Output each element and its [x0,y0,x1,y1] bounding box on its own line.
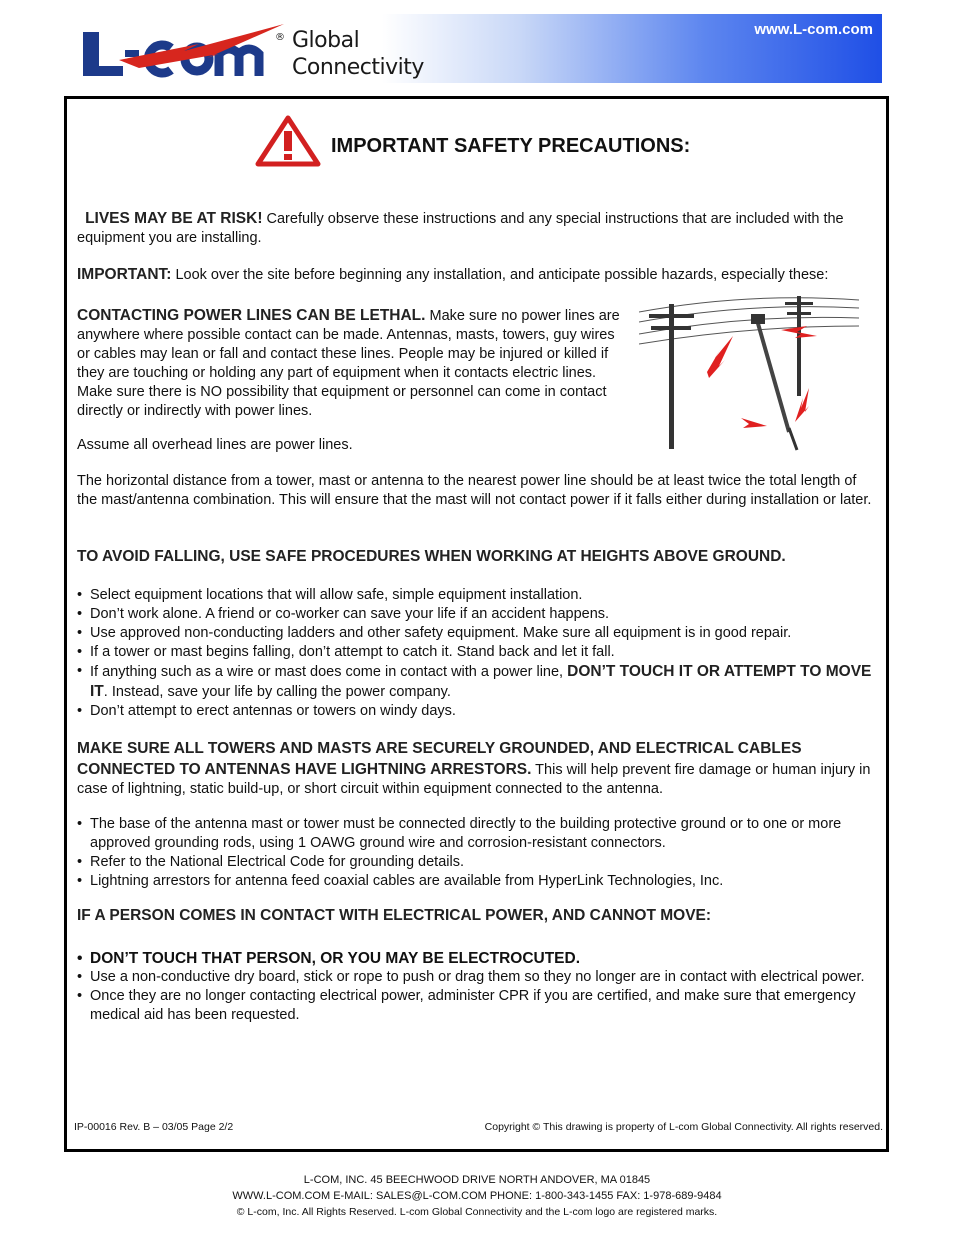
power-lines-lead: CONTACTING POWER LINES CAN BE LETHAL. [77,307,426,324]
list-item-text: If anything such as a wire or mast does come in contact with a power line, [90,664,568,680]
intro-lead: LIVES MAY BE AT RISK! [85,210,263,227]
footer-contact: WWW.L-COM.COM E-MAIL: SALES@L-COM.COM PHONE: 1-800-343-1455 FAX: 1-978-689-9484 [232,1190,722,1202]
assume-paragraph: Assume all overhead lines are power lines. [77,437,353,453]
l-com-logo [79,18,424,82]
page-title: IMPORTANT SAFETY PRECAUTIONS: [331,135,691,157]
falling-heading: TO AVOID FALLING, USE SAFE PROCEDURES WHEN WORKING AT HEIGHTS ABOVE GROUND. [77,548,786,565]
contact-heading: IF A PERSON COMES IN CONTACT WITH ELECTRICAL POWER, AND CANNOT MOVE: [77,907,712,924]
page-header [75,14,882,83]
list-item: • The base of the antenna mast or tower must be connected directly to the building protective ground or to one or more approved grounding rods, using 1 OAWG ground wire and corrosion-resistant connectors. [77,815,877,853]
list-item-bold: DON’T TOUCH IT OR ATTEMPT TO MOVE IT [90,663,872,700]
intro-text: Carefully observe these instructions and any special instructions that are included with the equipment you are installing. [77,211,844,246]
list-item: • Use approved non-conducting ladders and other safety equipment. Make sure all equipment is in good repair. [77,624,887,643]
list-item: • Lightning arrestors for antenna feed coaxial cables are available from HyperLink Technologies, Inc. [77,872,877,891]
important-lead: IMPORTANT: [77,266,172,283]
list-item: • Use a non-conductive dry board, stick or rope to push or drag them so they no longer are in contact with electrical power. [77,968,877,987]
registered-mark: ® [275,32,285,43]
l-com-logo-mark [79,18,294,82]
logo-text-global: Global [292,28,360,53]
power-line-hazard-illustration [639,292,869,452]
list-item: • If a tower or mast begins falling, don’t attempt to catch it. Stand back and let it fall. [77,643,887,662]
important-text: Look over the site before beginning any installation, and anticipate possible hazards, especially these: [171,267,829,283]
title-row [255,111,815,171]
list-item-text: . Instead, save your life by calling the power company. [103,684,451,700]
falling-list [77,586,887,721]
distance-paragraph: The horizontal distance from a tower, mast or antenna to the nearest power line should be at least twice the total length of the mast/antenna combination. This will ensure that the mast will not contact power if it falls either during installation or later. [77,473,872,508]
grounding-list [77,815,877,891]
list-item: • Don’t attempt to erect antennas or towers on windy days. [77,702,887,721]
grounding-lead: MAKE SURE ALL TOWERS AND MASTS ARE SECURELY GROUNDED, AND ELECTRICAL CABLES CONNECTED TO ANTENNAS HAVE LIGHTNING ARRESTORS. [77,740,802,778]
safety-notice-frame [64,96,889,1152]
contact-list [77,949,877,1025]
power-lines-paragraph [77,306,623,421]
list-item [77,662,887,702]
document-id: IP-00016 Rev. B – 03/05 Page 2/2 [74,1121,234,1133]
footer-address: L-COM, INC. 45 BEECHWOOD DRIVE NORTH ANDOVER, MA 01845 [303,1174,651,1186]
header-url[interactable]: www.L-com.com [754,21,873,38]
list-item: • Don’t work alone. A friend or co-worker can save your life if an accident happens. [77,605,887,624]
list-item: • DON’T TOUCH THAT PERSON, OR YOU MAY BE ELECTROCUTED. [77,949,877,968]
warning-triangle-icon [255,115,321,167]
list-item: • Select equipment locations that will allow safe, simple equipment installation. [77,586,887,605]
footer-rights: © L-com, Inc. All Rights Reserved. L-com Global Connectivity and the L-com logo are registered marks. [236,1206,718,1218]
grounding-text: This will help prevent fire damage or human injury in case of lightning, static build-up, or short circuit within equipment connected to the antenna. [77,762,871,797]
logo-text-connectivity: Connectivity [292,55,424,80]
list-item: • Once they are no longer contacting electrical power, administer CPR if you are certified, and make sure that emergency medical aid has been requested. [77,987,877,1025]
list-item: • Refer to the National Electrical Code for grounding details. [77,853,877,872]
important-paragraph [77,265,887,285]
grounding-paragraph [77,738,889,799]
copyright-note: Copyright © This drawing is property of L-com Global Connectivity. All rights reserved. [484,1121,883,1133]
intro-paragraph [77,209,877,248]
power-lines-text: Make sure no power lines are anywhere where possible contact can be made. Antennas, masts, towers, guy wires or cables may lean or fall and contact these lines. People may be injured or killed if they are touching or holding any part of equipment when it contacts electric lines. Make sure there is NO possibility that equipment or personnel can come in contact directly or indirectly with power lines. [77,308,620,419]
